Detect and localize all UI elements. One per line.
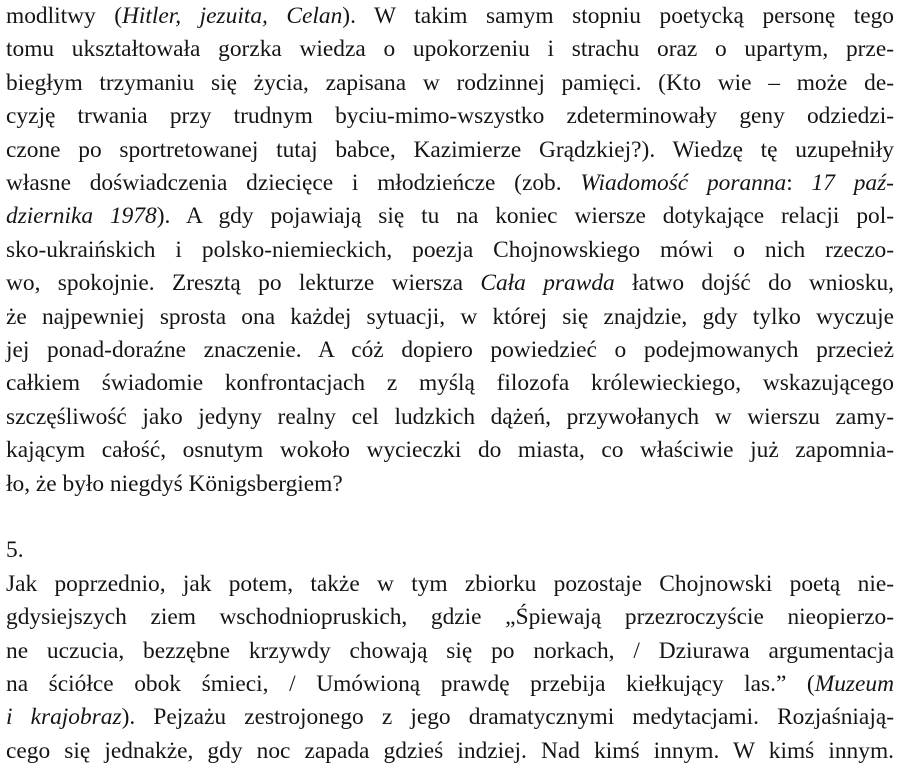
text-line <box>6 33 894 66</box>
italic-text-segment: 17 paź- <box>811 170 894 196</box>
text-line <box>6 234 894 267</box>
text-line <box>6 334 894 367</box>
text-line <box>6 434 894 467</box>
text-line <box>6 401 894 434</box>
text-segment: ło, że było niegdyś Königsbergiem? <box>6 470 343 497</box>
italic-text-segment: Cała prawda <box>480 270 615 297</box>
text-line <box>6 568 894 601</box>
text-line <box>6 0 894 33</box>
text-segment: ). Pejzażu zestrojonego z jego dramatycznymi medytacjami. Rozjaśniają- <box>121 704 894 731</box>
text-segment: czone po sportretowanej tutaj babce, Kazimierze Grądzkiej?). Wiedzę tę uzupełniły <box>6 136 894 163</box>
text-segment: tomu ukształtowała gorzka wiedza o upokorzeniu i strachu oraz o upartym, prze- <box>6 36 894 63</box>
text-line <box>6 100 894 133</box>
text-segment: całkiem świadomie konfrontacjach z myślą filozofa królewieckiego, wskazującego <box>6 370 894 397</box>
text-line <box>6 367 894 400</box>
text-line <box>6 601 894 634</box>
text-segment: ne uczucia, bezzębne krzywdy chowają się po norkach, / Dziurawa argumentacja <box>6 637 894 664</box>
text-segment: że najpewniej sprosta ona każdej sytuacji, w której się znajdzie, gdy tylko wyczuje <box>6 303 894 330</box>
text-line <box>6 468 894 501</box>
text-segment: własne doświadczenia dziecięce i młodzieńcze (zob. <box>6 170 581 196</box>
text-line <box>6 668 894 701</box>
text-segment: modlitwy ( <box>6 3 122 29</box>
text-line <box>6 167 894 200</box>
text-line <box>6 534 894 567</box>
text-line <box>6 635 894 668</box>
italic-text-segment: dziernika 1978 <box>6 203 157 230</box>
text-segment: na ściółce obok śmieci, / Umówioną prawdę przebija kiełkujący las.” ( <box>6 671 815 697</box>
text-line <box>6 67 894 100</box>
text-line <box>6 134 894 167</box>
text-line <box>6 301 894 334</box>
text-segment: cego się jednakże, gdy noc zapada gdzieś indziej. Nad kimś innym. W kimś innym. <box>6 737 894 764</box>
text-segment: biegłym trzymaniu się życia, zapisana w rodzinnej pamięci. (Kto wie – może de- <box>6 69 894 96</box>
text-segment: jej ponad-doraźne znaczenie. A cóż dopiero powiedzieć o podejmowanych przecież <box>6 337 894 363</box>
text-line <box>6 200 894 233</box>
italic-text-segment: i krajobraz <box>6 704 122 731</box>
text-segment: sko-ukraińskich i polsko-niemieckich, poezja Chojnowskiego mówi o nich rzeczo- <box>6 236 894 263</box>
text-line <box>6 701 894 734</box>
text-segment: ). A gdy pojawiają się tu na koniec wiersze dotykające relacji pol- <box>156 203 894 230</box>
italic-text-segment: Wiadomość poranna <box>580 170 787 196</box>
text-segment: wo, spokojnie. Zresztą po lekturze wiersza <box>6 270 481 297</box>
text-segment: gdysiejszych ziem wschodniopruskich, gdzie „Śpiewają przezroczyście nieopierzo- <box>6 604 894 631</box>
text-line <box>6 735 894 768</box>
text-line <box>6 267 894 300</box>
text-segment: Jak poprzednio, jak potem, także w tym zbiorku pozostaje Chojnowski poetą nie- <box>6 570 894 597</box>
text-segment: cyzję trwania przy trudnym byciu-mimo-wszystko zdeterminowały geny odziedzi- <box>6 103 894 130</box>
text-segment: 5. <box>6 537 24 564</box>
text-segment: ). W takim samym stopniu poetycką personę tego <box>342 3 894 29</box>
text-segment: : <box>786 170 812 196</box>
italic-text-segment: Hitler, jezuita, Celan <box>122 3 343 29</box>
text-segment: szczęśliwość jako jedyny realny cel ludzkich dążeń, przywołanych w wierszu zamy- <box>6 403 894 430</box>
text-line <box>6 501 894 534</box>
italic-text-segment: Muzeum <box>814 671 894 697</box>
text-segment: łatwo dojść do wniosku, <box>614 270 895 297</box>
text-segment: kającym całość, osnutym wokoło wycieczki do miasta, co właściwie już zapomnia- <box>6 437 894 464</box>
